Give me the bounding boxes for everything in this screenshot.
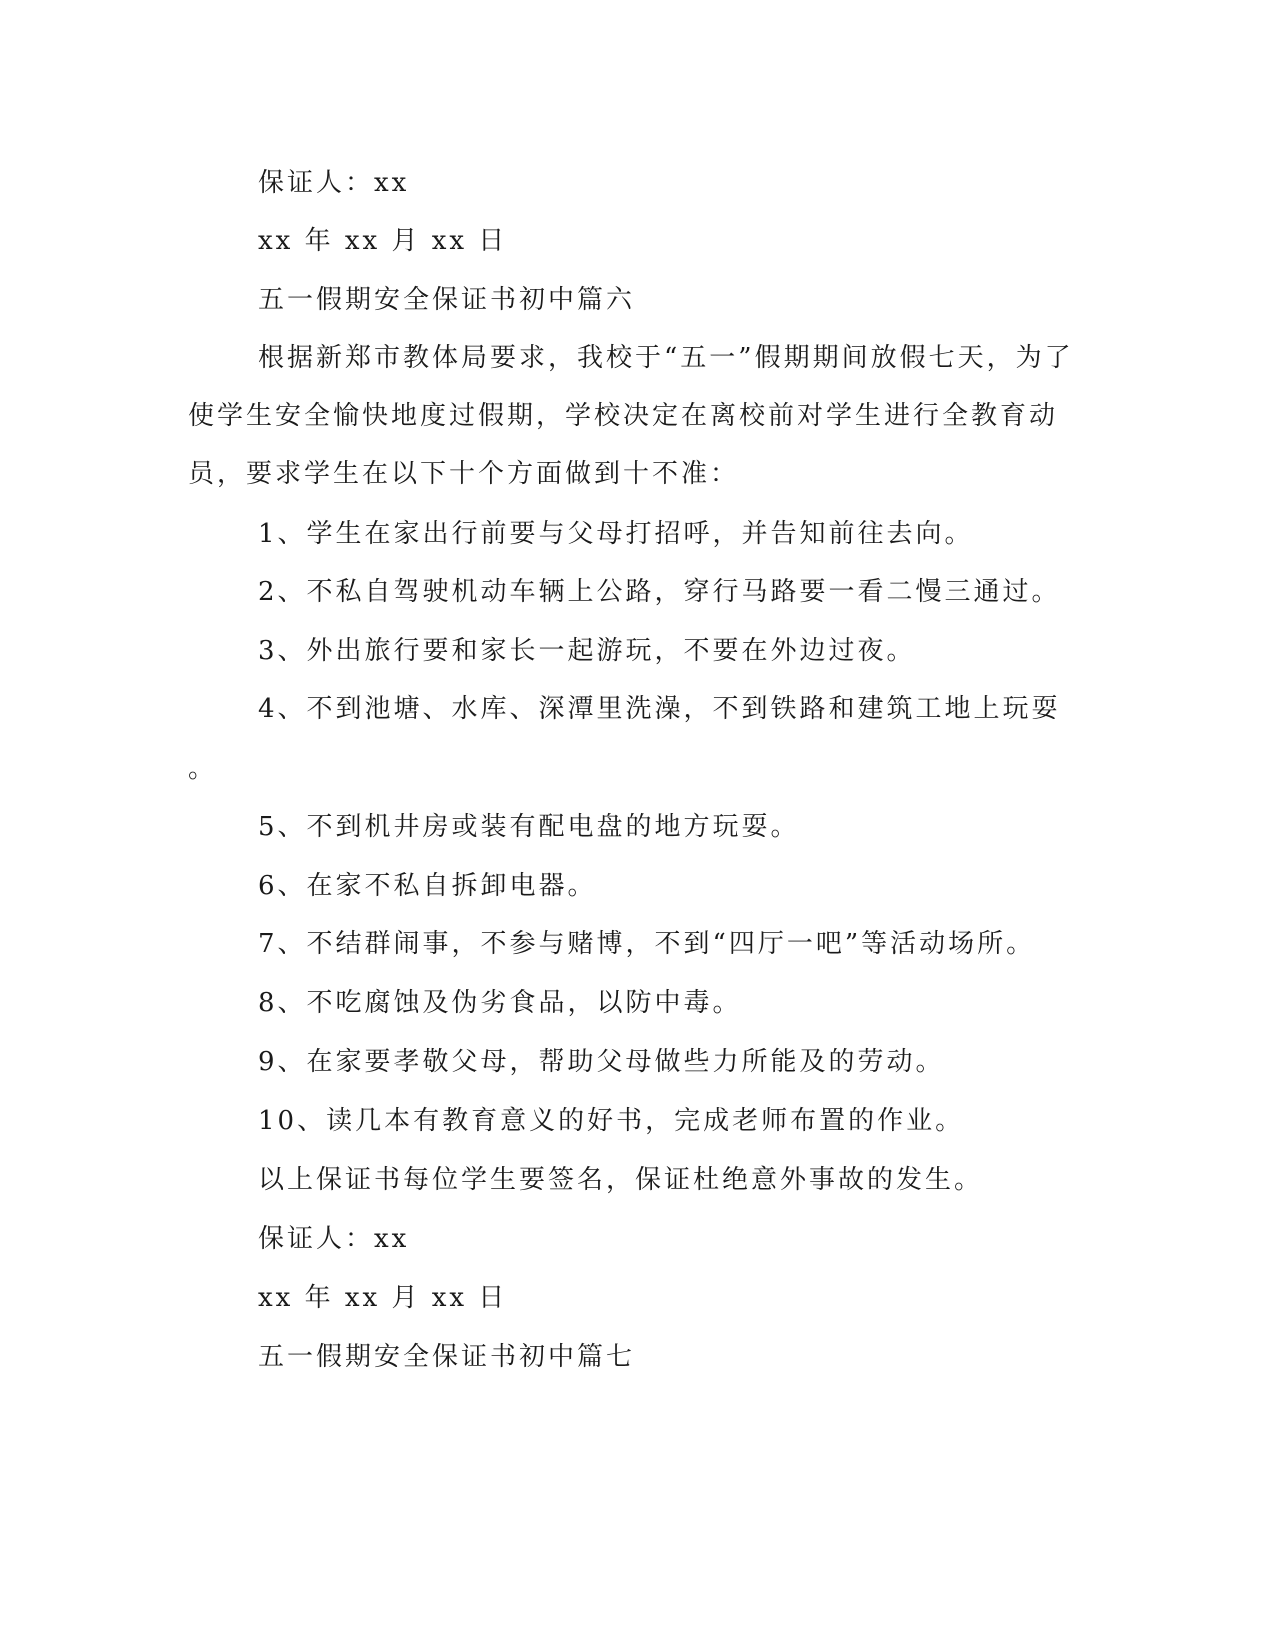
list-item: 6、在家不私自拆卸电器。 — [258, 871, 597, 901]
date-line: xx 年 xx 月 xx 日 — [258, 226, 508, 256]
list-item: 3、外出旅行要和家长一起游玩，不要在外边过夜。 — [258, 636, 916, 666]
closing-line: 以上保证书每位学生要签名，保证杜绝意外事故的发生。 — [258, 1165, 984, 1195]
list-item: 8、不吃腐蚀及伪劣食品，以防中毒。 — [258, 988, 742, 1018]
section-heading: 五一假期安全保证书初中篇七 — [258, 1342, 636, 1372]
list-item: 5、不到机井房或装有配电盘的地方玩耍。 — [258, 812, 800, 842]
list-item: 2、不私自驾驶机动车辆上公路，穿行马路要一看二慢三通过。 — [258, 577, 1061, 607]
paragraph-line: 使学生安全愉快地度过假期，学校决定在离校前对学生进行全教育动 — [188, 401, 1059, 431]
guarantor-line: 保证人：xx — [258, 1224, 410, 1254]
paragraph-line: 根据新郑市教体局要求，我校于“五一”假期期间放假七天，为了 — [258, 343, 1074, 373]
list-item-continuation: 。 — [188, 754, 218, 784]
list-item: 9、在家要孝敬父母，帮助父母做些力所能及的劳动。 — [258, 1047, 945, 1077]
list-item: 10、读几本有教育意义的好书，完成老师布置的作业。 — [258, 1106, 965, 1136]
list-item: 1、学生在家出行前要与父母打招呼，并告知前往去向。 — [258, 519, 974, 549]
section-heading: 五一假期安全保证书初中篇六 — [258, 285, 636, 315]
list-item: 7、不结群闹事，不参与赌博，不到“四厅一吧”等活动场所。 — [258, 929, 1036, 959]
guarantor-line: 保证人：xx — [258, 168, 410, 198]
date-line: xx 年 xx 月 xx 日 — [258, 1283, 508, 1313]
paragraph-line: 员，要求学生在以下十个方面做到十不准： — [188, 459, 740, 489]
list-item: 4、不到池塘、水库、深潭里洗澡，不到铁路和建筑工地上玩耍 — [258, 694, 1061, 724]
